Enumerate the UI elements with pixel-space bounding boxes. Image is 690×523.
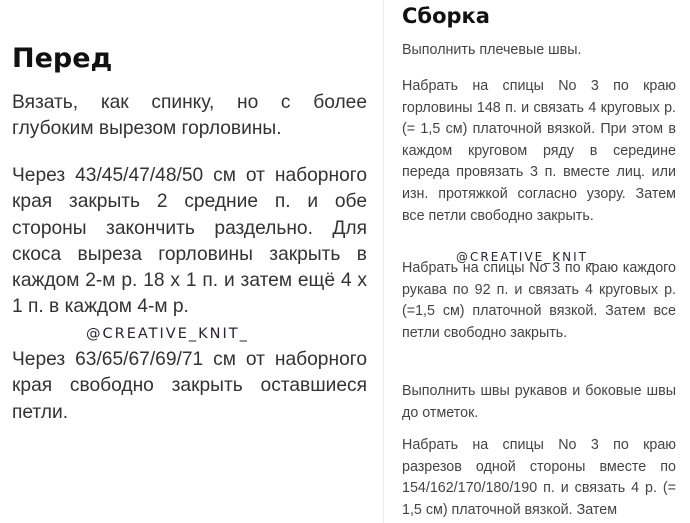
assembly-paragraph: Набрать на спицы No 3 по краю каждого рукава по 92 п. и связать 4 круговых р. (=1,5 см) платочной вязкой. Затем все петли свободно закрыть. [402,260,676,341]
front-paragraph: Через 43/45/47/48/50 см от наборного края закрыть 2 средние п. и обе стороны закончить раздельно. Для скоса выреза горловины закрыть в каждом 2-м р. 18 х 1 п. и затем ещё 4 х 1 п. в каждом 4-м р. [12,165,367,318]
assembly-paragraph: Набрать на спицы No 3 по краю горловины 148 п. и связать 4 круговых р. (= 1,5 см) платочной вязкой. При этом в каждом круговом ряду в середине переда провязать 3 п. вместе лиц. или изн. протяжкой согласно узору. Затем все петли свободно закрыть. [402,78,676,224]
watermark-text: @CREATIVE_KNIT_ [86,326,249,342]
watermark-text: @CREATIVE_KNIT_ [456,250,596,264]
assembly-paragraph: Выполнить швы рукавов и боковые швы до отметок. [402,383,676,421]
assembly-paragraph: Набрать на спицы No 3 по краю разрезов одной стороны вместе по 154/162/170/180/190 п. и связать 4 р. (= 1,5 см) платочной вязкой. Затем [402,437,676,518]
front-title: Перед [12,43,113,74]
assembly-section [383,0,690,523]
assembly-paragraph: Выполнить плечевые швы. [402,42,582,58]
assembly-title: Сборка [402,4,490,28]
front-paragraph: Вязать, как спинку, но с более глубоким вырезом горловины. [12,92,367,140]
front-paragraph: Через 63/65/67/69/71 см от наборного края свободно закрыть оставшиеся петли. [12,349,367,423]
